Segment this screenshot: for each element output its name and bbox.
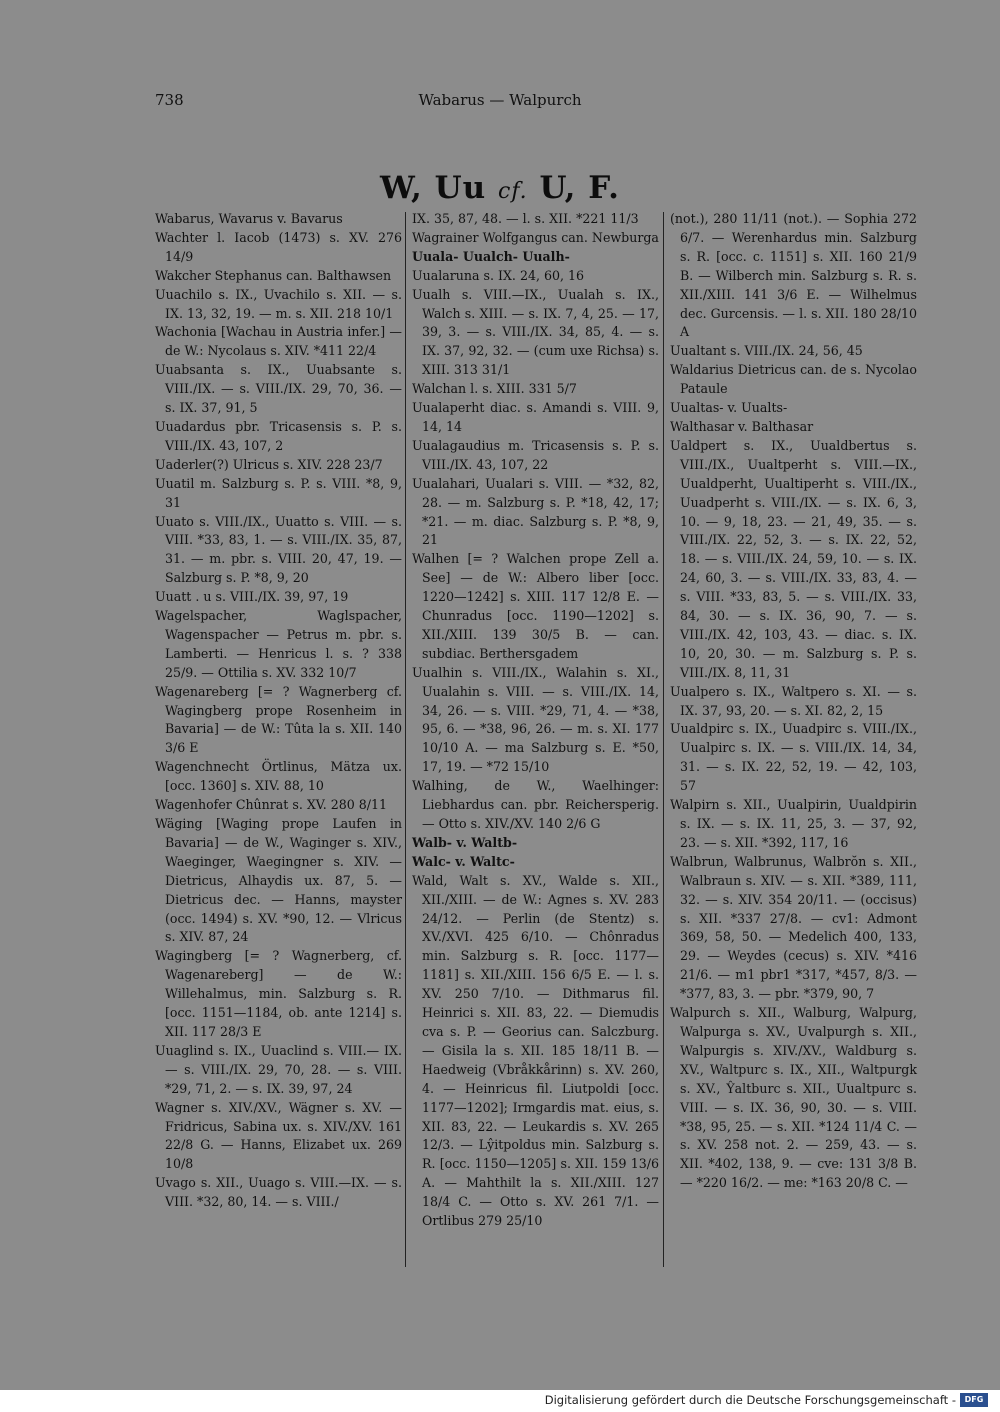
footer-text: Digitalisierung gefördert durch die Deutsche Forschungsgemeinschaft - bbox=[544, 1393, 956, 1407]
entry: Wakcher Stephanus can. Balthawsen bbox=[155, 267, 392, 283]
section-heading-rest: U, F. bbox=[539, 170, 620, 206]
entry: Uuala- Uualch- Uualh- bbox=[412, 248, 570, 264]
entry: Uuatil m. Salzburg s. P. s. VIII. *8, 9, 31 bbox=[155, 475, 402, 510]
entry: Uuatt . u s. VIII./IX. 39, 97, 19 bbox=[155, 589, 349, 605]
entry: Wagner s. XIV./XV., Wägner s. XV. — Fridricus, Sabina ux. s. XIV./XV. 161 22/8 G. — Hanns, Elizabet ux. 269 10/8 bbox=[155, 1099, 402, 1172]
entry: Wäging [Waging prope Laufen in Bavaria] — de W., Waginger s. XIV., Waeginger, Waegingner s. XIV. — Dietricus, Alhaydis ux. 87, 5. — Dietricus dec. — Hanns, mayster (occ. 1494) s. XV. *90, 12. — Vlricus s. XIV. 87, 24 bbox=[155, 816, 402, 945]
entry: Wagenchnecht Örtlinus, Mätza ux. [occ. 1360] s. XIV. 88, 10 bbox=[155, 759, 402, 794]
column-divider bbox=[663, 212, 664, 1267]
entry: Uualahari, Uualari s. VIII. — *32, 82, 28. — m. Salzburg s. P. *18, 42, 17; *21. — m. diac. Salzburg s. P. *8, 9, 21 bbox=[412, 475, 659, 548]
section-heading-main: W, Uu bbox=[380, 170, 487, 206]
entry: Walthasar v. Balthasar bbox=[670, 418, 814, 434]
entry: Wagelspacher, Waglspacher, Wagenspacher — Petrus m. pbr. s. Lamberti. — Henricus l. s. ? 338 25/9. — Ottilia s. XV. 332 10/7 bbox=[155, 608, 402, 680]
entry: Uualhin s. VIII./IX., Walahin s. XI., Uualahin s. VIII. — s. VIII./IX. 14, 34, 26. — s. VIII. *29, 71, 4. — *38, 95, 6. — *38, 96, 26. — m. s. XI. 177 10/10 A. — ma Salzburg s. E. *50, 17, 19. — *72 15/10 bbox=[412, 664, 659, 775]
entry: (not.), 280 11/11 (not.). — Sophia 272 6/7. — Werenhardus min. Salzburg s. R. [occ. c. 1151] s. XII. 160 21/9 B. — Wilberch min. Salzburg s. R. s. XII./XIII. 141 3/6 E. — Wilhelmus dec. Gurcensis. — l. s. XII. 180 28/10 A bbox=[670, 211, 917, 340]
entry: Uuachilo s. IX., Uvachilo s. XII. — s. IX. 13, 32, 19. — m. s. XII. 218 10/1 bbox=[155, 286, 402, 321]
entry: Wagenhofer Chûnrat s. XV. 280 8/11 bbox=[155, 797, 388, 813]
entry: Wagingberg [= ? Wagnerberg, cf. Wagenareberg] — de W.: Willehalmus, min. Salzburg s. R. [occ. 1151—1184, ob. ante 1214] s. XII. 117 28/3 E bbox=[155, 948, 402, 1039]
entry: Wachter l. Iacob (1473) s. XV. 276 14/9 bbox=[155, 229, 402, 264]
entry: Uuadardus pbr. Tricasensis s. P. s. VIII./IX. 43, 107, 2 bbox=[155, 418, 402, 453]
entry: Uualaperht diac. s. Amandi s. VIII. 9, 14, 14 bbox=[412, 400, 659, 434]
entry: Wagenareberg [= ? Wagnerberg cf. Wagingberg prope Rosenheim in Bavaria] — de W.: Tûta la s. XII. 140 3/6 E bbox=[155, 683, 402, 756]
entry: Wald, Walt s. XV., Walde s. XII., XII./XIII. — de W.: Agnes s. XV. 283 24/12. — Perlin (de Stentz) s. XV./XVI. 425 6/10. — Chônradus min. Salzburg s. R. [occ. 1177—1181] s. XII./XIII. 156 6/5 E. — l. s. XV. 250 7/10. — Dithmarus fil. Heinrici s. XII. 83, 22. — Diemudis cva s. P. — Georius can. Salczburg. — Gisila la s. XII. 185 18/11 B. — Haedweig (Vbråkkårinn) s. XV. 260, 4. — Heinricus fil. Liutpoldi [occ. 1177—1202]; Irmgardis mat. eius, s. XII. 83, 22. — Leukardis s. XV. 265 12/3. — Lŷitpoldus min. Salzburg s. R. [occ. 1150—1205] s. XII. 159 13/6 A. — Mahthilt la s. XII./XIII. 127 18/4 C. — Otto s. XV. 261 7/1. — Ortlibus 279 25/10 bbox=[412, 872, 659, 1229]
column-divider bbox=[405, 212, 406, 1267]
page-number: 738 bbox=[155, 91, 184, 109]
section-heading bbox=[0, 170, 1000, 206]
entry: Uvago s. XII., Uuago s. VIII.—IX. — s. VIII. *32, 80, 14. — s. VIII./ bbox=[155, 1175, 402, 1210]
column-3 bbox=[670, 210, 917, 1193]
entry: Walc- v. Waltc- bbox=[412, 853, 515, 869]
entry: Waldarius Dietricus can. de s. Nycolao Pataule bbox=[670, 362, 917, 397]
entry: Uuaglind s. IX., Uuaclind s. VIII.— IX. — s. VIII./IX. 29, 70, 28. — s. VIII. *29, 71, 2. — s. IX. 39, 97, 24 bbox=[155, 1042, 402, 1096]
column-1 bbox=[155, 210, 402, 1212]
entry: Walchan l. s. XIII. 331 5/7 bbox=[412, 381, 577, 397]
entry: Walpirn s. XII., Uualpirin, Uualdpirin s. IX. — s. IX. 11, 25, 3. — 37, 92, 23. — s. XII. *392, 117, 16 bbox=[670, 797, 917, 850]
running-head: Wabarus — Walpurch bbox=[418, 91, 582, 109]
entry: Walbrun, Walbrunus, Walbrŏn s. XII., Walbraun s. XIV. — s. XII. *389, 111, 32. — s. XIV. 354 20/11. — (occisus) s. XII. *337 27/8. — cv1: Admont 369, 58, 50. — Medelich 400, 133, 29. — Weydes (cecus) s. XIV. *416 21/6. — m1 pbr1 *317, *457, 8/3. — *377, 83, 3. — pbr. *379, 90, 7 bbox=[670, 853, 917, 1002]
entry: Uualpero s. IX., Waltpero s. XI. — s. IX. 37, 93, 20. — s. XI. 82, 2, 15 bbox=[670, 683, 917, 718]
column-2 bbox=[412, 210, 659, 1231]
entry: Uuato s. VIII./IX., Uuatto s. VIII. — s. VIII. *33, 83, 1. — s. VIII./IX. 35, 87, 31. — m. pbr. s. VIII. 20, 47, 19. — Salzburg s. P. *8, 9, 20 bbox=[155, 513, 402, 586]
entry: IX. 35, 87, 48. — l. s. XII. *221 11/3 bbox=[412, 211, 639, 226]
entry: Wabarus, Wavarus v. Bavarus bbox=[155, 211, 343, 226]
entry: Walhing, de W., Waelhinger: Liebhardus can. pbr. Reichersperig. — Otto s. XIV./XV. 140 2/6 G bbox=[412, 778, 659, 831]
entry: Ualdpert s. IX., Uualdbertus s. VIII./IX., Uualtperht s. VIII.—IX., Uualdperht, Uualtiperht s. VIII./IX., Uuadperht s. VIII./IX. — s. IX. 6, 3, 10. — 9, 18, 23. — 21, 49, 35. — s. VIII./IX. 22, 52, 3. — s. IX. 22, 52, 18. — s. VIII./IX. 24, 59, 10. — s. IX. 24, 60, 3. — s. VIII./IX. 33, 83, 4. — s. VIII. *33, 83, 5. — s. VIII./IX. 33, 84, 30. — s. IX. 36, 90, 7. — s. VIII./IX. 42, 103, 43. — diac. s. IX. 10, 20, 30. — m. Salzburg s. P. s. VIII./IX. 8, 11, 31 bbox=[670, 437, 917, 680]
entry: Uualdpirc s. IX., Uuadpirc s. VIII./IX., Uualpirc s. IX. — s. VIII./IX. 14, 34, 31. — s. IX. 22, 52, 19. — 42, 103, 57 bbox=[670, 721, 917, 794]
entry: Walhen [= ? Walchen prope Zell a. See] — de W.: Albero liber [occ. 1220—1242] s. XIII. 117 12/8 E. — Chunradus [occ. 1190—1202] s. XII./XIII. 139 30/5 B. — can. subdiac. Berthersgadem bbox=[412, 551, 659, 661]
entry: Uualtant s. VIII./IX. 24, 56, 45 bbox=[670, 343, 863, 359]
entry: Walb- v. Waltb- bbox=[412, 834, 518, 850]
entry: Uualaruna s. IX. 24, 60, 16 bbox=[412, 267, 585, 283]
entry: Uualagaudius m. Tricasensis s. P. s. VIII./IX. 43, 107, 22 bbox=[412, 437, 659, 472]
entry: Wachonia [Wachau in Austria infer.] — de W.: Nycolaus s. XIV. *411 22/4 bbox=[155, 324, 402, 359]
dfg-logo: DFG bbox=[960, 1393, 988, 1407]
entry: Wagrainer Wolfgangus can. Newburga bbox=[412, 229, 659, 245]
entry: Uualh s. VIII.—IX., Uualah s. IX., Walch s. XIII. — s. IX. 7, 4, 25. — 17, 39, 3. — s. VIII./IX. 34, 85, 4. — s. IX. 37, 92, 32. — (cum uxe Richsa) s. XIII. 313 31/1 bbox=[412, 286, 659, 378]
entry: Uuabsanta s. IX., Uuabsante s. VIII./IX. — s. VIII./IX. 29, 70, 36. — s. IX. 37, 91, 5 bbox=[155, 362, 402, 416]
footer-bar bbox=[0, 1390, 1000, 1412]
entry: Uualtas- v. Uualts- bbox=[670, 400, 788, 416]
entry: Uaderler(?) Ulricus s. XIV. 228 23/7 bbox=[155, 456, 383, 472]
entry: Walpurch s. XII., Walburg, Walpurg, Walpurga s. XV., Uvalpurgh s. XII., Walpurgis s. XIV./XV., Waldburg s. XV., Waltpurc s. IX., XII., Waltpurgk s. XV., Ŷaltburc s. XII., Uualtpurc s. VIII. — s. IX. 36, 90, 30. — s. VIII. *38, 95, 25. — s. XII. *124 11/4 C. — s. XV. 258 not. 2. — 259, 43. — s. XII. *402, 138, 9. — cve: 131 3/8 B. — *220 16/2. — me: *163 20/8 C. — bbox=[670, 1005, 917, 1191]
section-heading-cf: cf. bbox=[498, 179, 528, 204]
